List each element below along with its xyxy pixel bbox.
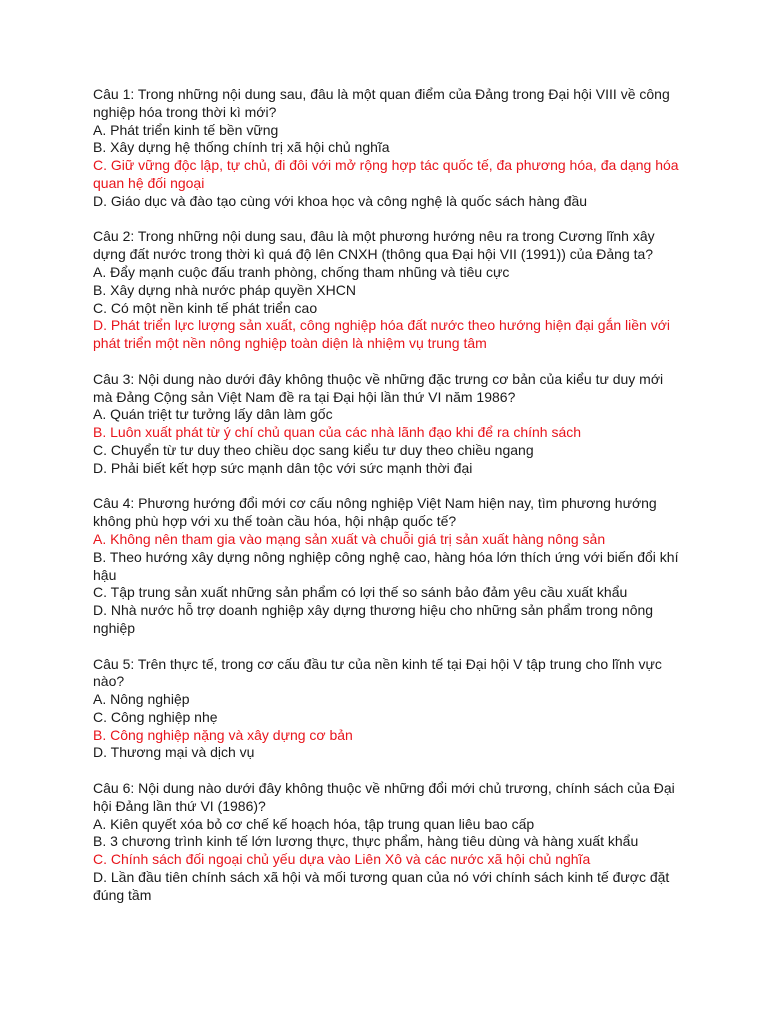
document-page [93, 86, 683, 922]
question-stem: Câu 3: Nội dung nào dưới đây không thuộc về những đặc trưng cơ bản của kiểu tư duy mới mà Đảng Cộng sản Việt Nam đề ra tại Đại hội lần thứ VI năm 1986? [93, 370, 664, 405]
option-c-correct: C. Chính sách đối ngoại chủ yếu dựa vào Liên Xô và các nước xã hội chủ nghĩa [93, 851, 591, 868]
option-d-correct: D. Phát triển lực lượng sản xuất, công nghiệp hóa đất nước theo hướng hiện đại gắn liền với phát triển một nền nông nghiệp toàn diện là nhiệm vụ trung tâm [93, 317, 671, 352]
option-a: A. Đẩy mạnh cuộc đấu tranh phòng, chống tham nhũng và tiêu cực [93, 263, 510, 280]
option-d: D. Giáo dục và đào tạo cùng với khoa học và công nghệ là quốc sách hàng đầu [93, 192, 588, 209]
option-d: D. Lần đầu tiên chính sách xã hội và mối tương quan của nó với chính sách kinh tế được đặt đúng tầm [93, 869, 670, 903]
option-d: D. Thương mại và dịch vụ [93, 744, 255, 761]
option-b-correct: B. Luôn xuất phát từ ý chí chủ quan của các nhà lãnh đạo khi để ra chính sách [93, 424, 582, 441]
option-a: A. Quán triệt tư tưởng lấy dân làm gốc [93, 406, 333, 423]
option-c: C. Chuyển từ tư duy theo chiều dọc sang kiểu tư duy theo chiều ngang [93, 441, 534, 458]
option-b: B. Xây dựng nhà nước pháp quyền XHCN [93, 281, 356, 298]
question-stem: Câu 4: Phương hướng đổi mới cơ cấu nông nghiệp Việt Nam hiện nay, tìm phương hướng không phù hợp với xu thế toàn cầu hóa, hội nhập quốc tế? [93, 495, 657, 530]
question-5 [93, 656, 683, 763]
question-stem: Câu 5: Trên thực tế, trong cơ cấu đầu tư của nền kinh tế tại Đại hội V tập trung cho lĩnh vực nào? [93, 655, 662, 690]
question-stem: Câu 6: Nội dung nào dưới đây không thuộc về những đổi mới chủ trương, chính sách của Đại hội Đảng lần thứ VI (1986)? [93, 780, 675, 814]
question-4 [93, 495, 683, 637]
question-6 [93, 780, 683, 905]
option-d: D. Nhà nước hỗ trợ doanh nghiệp xây dựng thương hiệu cho những sản phẩm trong nông nghiệp [93, 602, 654, 636]
option-c: C. Công nghiệp nhẹ [93, 708, 218, 725]
option-a-correct: A. Không nên tham gia vào mạng sản xuất và chuỗi giá trị sản xuất hàng nông sản [93, 530, 606, 547]
option-a: A. Kiên quyết xóa bỏ cơ chế kế hoạch hóa, tập trung quan liêu bao cấp [93, 815, 535, 832]
option-c: C. Có một nền kinh tế phát triển cao [93, 299, 318, 316]
option-a: A. Nông nghiệp [93, 691, 190, 708]
question-2 [93, 228, 683, 353]
option-a: A. Phát triển kinh tế bền vững [93, 121, 279, 138]
option-b: B. Xây dựng hệ thống chính trị xã hội chủ nghĩa [93, 139, 390, 156]
option-c: C. Tập trung sản xuất những sản phẩm có lợi thế so sánh bảo đảm yêu cầu xuất khẩu [93, 584, 628, 601]
option-c-correct: C. Giữ vững độc lập, tự chủ, đi đôi với mở rộng hợp tác quốc tế, đa phương hóa, đa dạng hóa quan hệ đối ngoại [93, 157, 679, 191]
question-stem: Câu 2: Trong những nội dung sau, đâu là một phương hướng nêu ra trong Cương lĩnh xây dựng đất nước trong thời kì quá độ lên CNXH (thông qua Đại hội VII (1991)) của Đảng ta? [93, 228, 655, 263]
question-1 [93, 86, 683, 211]
question-3 [93, 371, 683, 478]
option-d: D. Phải biết kết hợp sức mạnh dân tộc với sức mạnh thời đại [93, 459, 473, 476]
question-stem: Câu 1: Trong những nội dung sau, đâu là một quan điểm của Đảng trong Đại hội VIII về công nghiệp hóa trong thời kì mới? [93, 86, 670, 120]
option-b: B. Theo hướng xây dựng nông nghiệp công nghệ cao, hàng hóa lớn thích ứng với biến đổi khí hậu [93, 548, 679, 583]
option-b-correct: B. Công nghiệp nặng và xây dựng cơ bản [93, 726, 353, 743]
option-b: B. 3 chương trình kinh tế lớn lương thực, thực phẩm, hàng tiêu dùng và hàng xuất khẩu [93, 833, 639, 850]
